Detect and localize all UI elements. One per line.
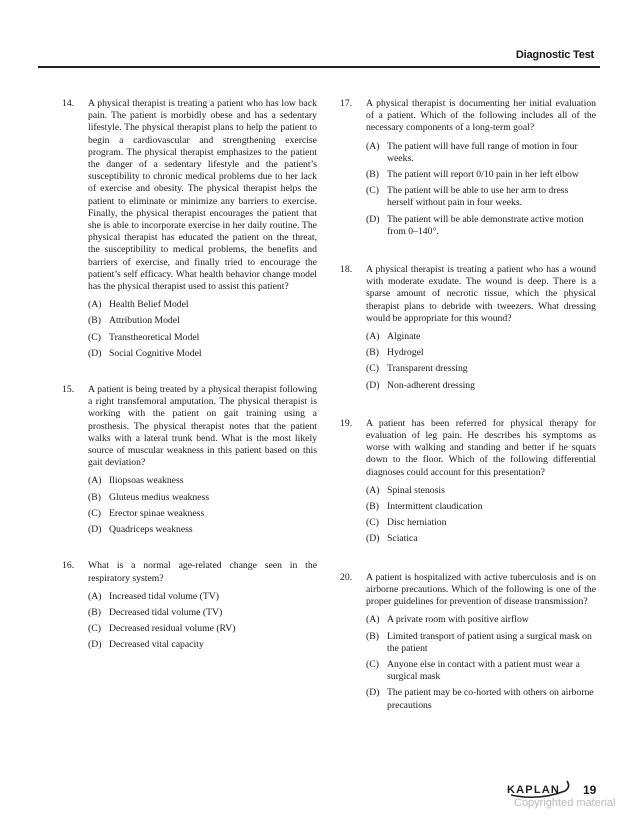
answer-option	[88, 348, 317, 360]
option-letter: (A)	[88, 299, 102, 311]
answer-option	[88, 315, 317, 327]
answer-option	[366, 141, 596, 165]
answer-option	[88, 508, 317, 520]
option-letter: (A)	[366, 614, 380, 626]
option-text: Non-adherent dressing	[387, 379, 475, 391]
question-stem: A physical therapist is treating a patient who has low back pain. The patient is morbidly obese and has a sedentary lifestyle. The physical therapist plans to help the patient to begin a cardiovascular and strengthening exercise program. The physical therapist emphasizes to the patient the danger of a sedentary lifestyle and the patient’s susceptibility to chronic medical problems due to her lack of exercise and obesity. The physical therapist helps the patient to eliminate or minimize any barriers to exercise. Finally, the physical therapist encourages the patient that she is able to incorporate exercise in her daily routine. The physical therapist has educated the patient on the threat, the susceptibility to medical problems, the benefits and barriers of exercise, and finally tried to encourage the patient’s self efficacy. What health behavior change model has the physical therapist used to assist this patient?	[88, 98, 317, 293]
kaplan-logo: KAPLAN	[507, 784, 561, 796]
answer-option	[366, 347, 596, 359]
option-text: A private room with positive airflow	[387, 614, 529, 626]
option-text: The patient may be co-horted with others on airborne precautions	[387, 687, 594, 711]
answer-option	[88, 623, 317, 635]
answer-option	[366, 501, 596, 513]
option-text: Decreased residual volume (RV)	[109, 623, 236, 635]
answer-option	[88, 332, 317, 344]
option-text: Alginate	[387, 331, 421, 343]
question-number: 18.	[340, 264, 353, 276]
option-letter: (C)	[88, 623, 101, 635]
option-letter: (A)	[366, 331, 380, 343]
option-letter: (A)	[366, 484, 380, 496]
option-text: Spinal stenosis	[387, 484, 445, 496]
option-letter: (B)	[366, 169, 379, 181]
question-item	[340, 98, 596, 238]
running-header-title: Diagnostic Test	[515, 49, 594, 61]
answer-option	[366, 380, 596, 392]
option-letter: (B)	[88, 606, 101, 618]
option-text: Attribution Model	[109, 315, 180, 327]
option-letter: (B)	[366, 630, 379, 642]
option-letter: (C)	[366, 517, 379, 529]
option-text: Sciatica	[387, 533, 418, 545]
answer-option	[366, 331, 596, 343]
option-text: Hydrogel	[387, 347, 424, 359]
option-letter: (B)	[366, 501, 379, 513]
answer-option	[366, 533, 596, 545]
right-column	[340, 98, 596, 716]
answer-option	[366, 517, 596, 529]
answer-option	[366, 631, 596, 655]
option-text: Decreased vital capacity	[109, 639, 204, 651]
answer-option	[366, 687, 596, 711]
question-number: 19.	[340, 417, 353, 429]
answer-option	[366, 485, 596, 497]
option-letter: (A)	[366, 140, 380, 152]
option-text: Iliopsoas weakness	[109, 475, 184, 487]
option-letter: (B)	[88, 315, 101, 327]
question-item	[62, 98, 317, 360]
question-item	[340, 572, 596, 712]
question-stem: What is a normal age-related change seen in the respiratory system?	[88, 560, 317, 584]
question-number: 14.	[62, 98, 75, 109]
left-column	[62, 98, 317, 656]
answer-option	[366, 659, 596, 683]
copyright-watermark: Copyrighted material	[514, 797, 616, 809]
option-letter: (A)	[88, 475, 102, 487]
option-text: The patient will be able demonstrate active motion from 0–140°.	[387, 213, 584, 237]
answer-option	[88, 492, 317, 504]
question-stem: A physical therapist is treating a patient who has a wound with moderate exudate. The wound is deep. There is a sparse amount of necrotic tissue, which the physical therapist plans to debride with tweezers. What dressing would be appropriate for this wound?	[366, 264, 596, 324]
option-letter: (A)	[88, 590, 102, 602]
option-text: Health Belief Model	[109, 299, 189, 311]
option-letter: (B)	[88, 491, 101, 503]
option-text: Anyone else in contact with a patient must wear a surgical mask	[387, 658, 580, 683]
answer-option	[88, 607, 317, 619]
question-stem: A patient has been referred for physical therapy for evaluation of leg pain. He describes his symptoms as worse with walking and standing and better if he squats down to the floor. Which of the following differential diagnoses could account for this presentation?	[366, 417, 596, 478]
option-text: The patient will be able to use her arm to dress herself without pain in four weeks.	[387, 185, 569, 209]
question-number: 15.	[62, 384, 75, 396]
answer-option	[88, 639, 317, 651]
option-text: Intermittent claudication	[387, 501, 483, 513]
answer-option	[366, 214, 596, 238]
option-text: Decreased tidal volume (TV)	[109, 606, 223, 618]
question-item	[340, 418, 596, 546]
question-number: 20.	[340, 571, 353, 583]
option-letter: (D)	[366, 213, 380, 225]
option-letter: (D)	[88, 347, 102, 359]
answer-option	[366, 363, 596, 375]
question-stem: A patient is hospitalized with active tuberculosis and is on airborne precautions. Which of the following is one of the proper guidelines for prevention of disease transmission?	[366, 571, 596, 608]
answer-option	[366, 614, 596, 626]
answer-option	[366, 185, 596, 209]
option-letter: (C)	[88, 331, 101, 343]
option-letter: (D)	[88, 524, 102, 536]
option-letter: (D)	[366, 687, 380, 699]
question-item	[62, 560, 317, 651]
option-text: The patient will report 0/10 pain in her left elbow	[387, 169, 579, 181]
answer-option	[88, 475, 317, 487]
page-number: 19	[583, 783, 597, 797]
option-letter: (D)	[366, 533, 380, 545]
option-text: Increased tidal volume (TV)	[109, 590, 220, 602]
question-number: 17.	[340, 98, 353, 109]
question-item	[62, 384, 317, 536]
answer-option	[366, 169, 596, 181]
option-text: Quadriceps weakness	[109, 524, 193, 536]
option-letter: (C)	[366, 185, 379, 197]
option-text: Limited transport of patient using a surgical mask on the patient	[387, 630, 592, 654]
option-letter: (C)	[88, 507, 101, 519]
option-text: Transparent dressing	[387, 363, 468, 375]
option-text: Gluteus medius weakness	[109, 491, 210, 503]
option-letter: (D)	[366, 379, 380, 391]
option-text: The patient will have full range of motion in four weeks.	[387, 140, 578, 164]
option-text: Transtheoretical Model	[109, 331, 200, 343]
option-text: Social Cognitive Model	[109, 347, 202, 359]
question-stem: A physical therapist is documenting her initial evaluation of a patient. Which of the following includes all of the necessary components of a long-term goal?	[366, 98, 596, 134]
question-stem: A patient is being treated by a physical therapist following a right transfemoral amputation. The physical therapist is working with the patient on gait training using a prosthesis. The physical therapist notes that the patient walks with a lateral trunk bend. What is the most likely source of muscular weakness in this patient based on this gait deviation?	[88, 384, 317, 469]
option-letter: (D)	[88, 639, 102, 651]
option-text: Erector spinae weakness	[109, 507, 205, 519]
option-letter: (C)	[366, 658, 379, 670]
answer-option	[88, 524, 317, 536]
option-letter: (C)	[366, 363, 379, 375]
answer-option	[88, 591, 317, 603]
option-letter: (B)	[366, 347, 379, 359]
header-rule	[38, 66, 600, 68]
question-item	[340, 264, 596, 392]
question-number: 16.	[62, 560, 75, 572]
answer-option	[88, 299, 317, 311]
option-text: Disc herniation	[387, 517, 447, 529]
